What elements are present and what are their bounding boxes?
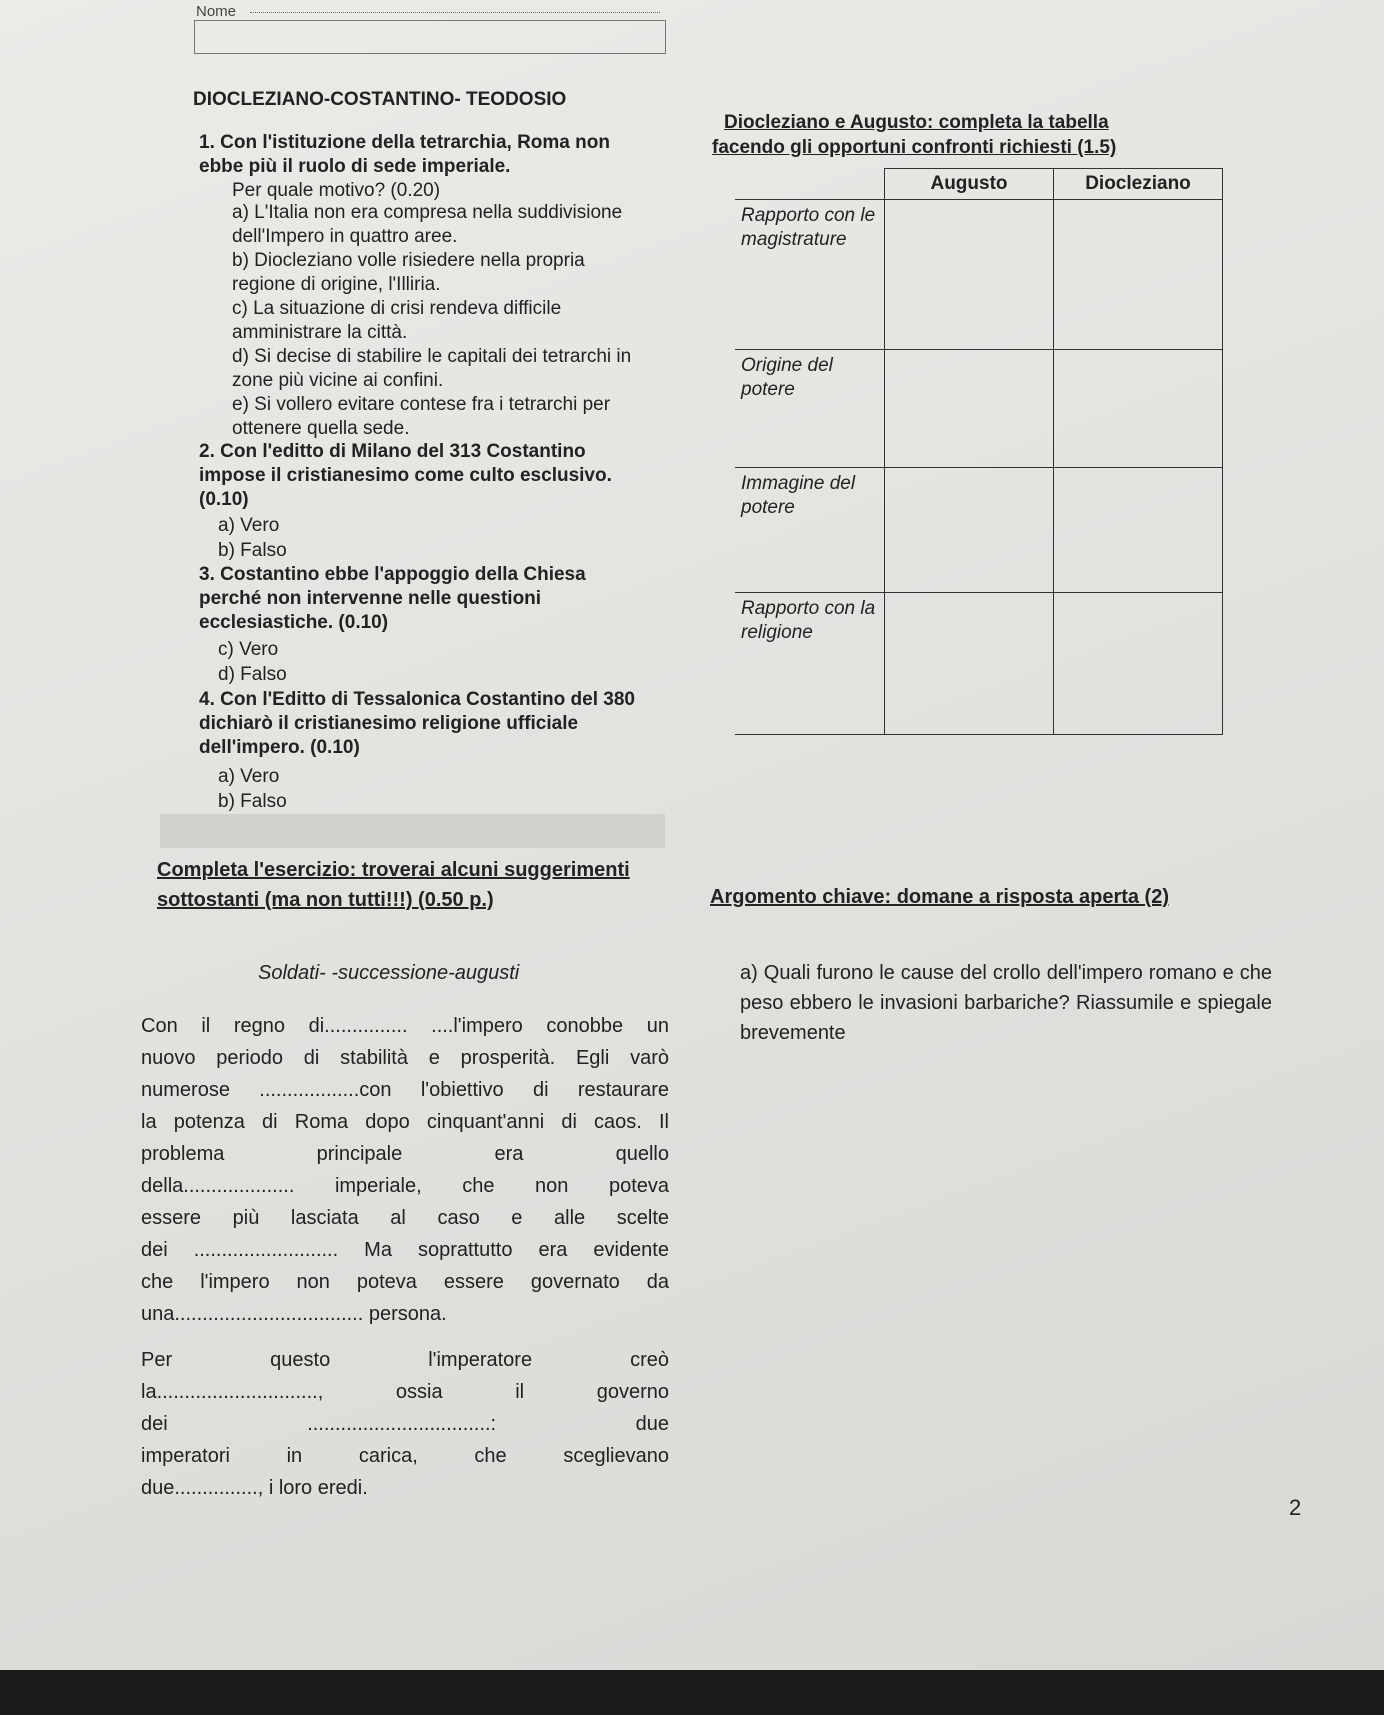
name-box[interactable] bbox=[194, 20, 666, 54]
cell-diocleziano-religione[interactable] bbox=[1054, 593, 1223, 735]
col-diocleziano: Diocleziano bbox=[1054, 169, 1223, 200]
cell-augusto-immagine[interactable] bbox=[885, 468, 1054, 593]
question-3: 3. Costantino ebbe l'appoggio della Chiesa perché non intervenne nelle questioni ecclesiastiche. (0.10) bbox=[199, 564, 586, 633]
exercise-line[interactable]: numerose ..................con l'obiettivo di restaurare bbox=[141, 1079, 669, 1101]
exercise-line: che l'impero non poteva essere governato da bbox=[141, 1271, 669, 1293]
exercise-line[interactable]: dei .......................... Ma soprattutto era evidente bbox=[141, 1239, 669, 1261]
question-2: 2. Con l'editto di Milano del 313 Costantino impose il cristianesimo come culto esclusivo. (0.10) bbox=[199, 441, 612, 510]
exercise-line: la potenza di Roma dopo cinquant'anni di caos. Il bbox=[141, 1111, 669, 1133]
q1-option-c[interactable]: c) La situazione di crisi rendeva difficile amministrare la città. bbox=[232, 298, 562, 343]
cell-augusto-origine[interactable] bbox=[885, 350, 1054, 468]
q1-option-a[interactable]: a) L'Italia non era compresa nella suddivisione dell'Impero in quattro aree. bbox=[232, 202, 623, 247]
cell-augusto-magistrature[interactable] bbox=[885, 200, 1054, 350]
open-question-a: a) Quali furono le cause del crollo dell'impero romano e che peso ebbero le invasioni barbariche? Riassumile e spiegale brevemente bbox=[740, 962, 1272, 1044]
exercise-hints: Soldati- -successione-augusti bbox=[258, 962, 520, 984]
exercise-title: Completa l'esercizio: troverai alcuni suggerimenti sottostanti (ma non tutti!!!) (0.50 p.) bbox=[157, 859, 630, 911]
cell-augusto-religione[interactable] bbox=[885, 593, 1054, 735]
page-title: DIOCLEZIANO-COSTANTINO- TEODOSIO bbox=[193, 89, 567, 110]
row-label-religione: Rapporto con la religione bbox=[735, 593, 885, 735]
q1-option-e[interactable]: e) Si vollero evitare contese fra i tetrarchi per ottenere quella sede. bbox=[232, 394, 611, 439]
row-label-origine: Origine del potere bbox=[735, 350, 885, 468]
row-label-magistrature: Rapporto con le magistrature bbox=[735, 200, 885, 350]
col-augusto: Augusto bbox=[885, 169, 1054, 200]
cell-diocleziano-origine[interactable] bbox=[1054, 350, 1223, 468]
q4-option-a[interactable]: a) Vero bbox=[218, 766, 280, 787]
row-label-immagine: Immagine del potere bbox=[735, 468, 885, 593]
name-label: Nome bbox=[196, 3, 237, 20]
q4-option-b[interactable]: b) Falso bbox=[218, 791, 287, 812]
exercise-line[interactable]: dei .................................: due bbox=[141, 1413, 669, 1435]
key-topic-title: Argomento chiave: domane a risposta aperta (2) bbox=[710, 886, 1170, 908]
exercise-line: Per questo l'imperatore creò bbox=[141, 1349, 669, 1371]
name-line bbox=[250, 12, 660, 13]
q1-option-d[interactable]: d) Si decise di stabilire le capitali dei tetrarchi in zone più vicine ai confini. bbox=[232, 346, 632, 391]
q1-option-b[interactable]: b) Diocleziano volle risiedere nella propria regione di origine, l'Illiria. bbox=[232, 250, 585, 295]
exercise-line[interactable]: una.................................. persona. bbox=[141, 1303, 447, 1325]
cell-diocleziano-immagine[interactable] bbox=[1054, 468, 1223, 593]
question-1: 1. Con l'istituzione della tetrarchia, Roma non ebbe più il ruolo di sede imperiale. bbox=[199, 132, 610, 177]
exercise-line: imperatori in carica, che sceglievano bbox=[141, 1445, 669, 1467]
exercise-line: nuovo periodo di stabilità e prosperità. Egli varò bbox=[141, 1047, 669, 1069]
exercise-line[interactable]: due..............., i loro eredi. bbox=[141, 1477, 368, 1499]
question-4: 4. Con l'Editto di Tessalonica Costantino del 380 dichiarò il cristianesimo religione ufficiale dell'impero. (0.10) bbox=[199, 689, 635, 758]
q3-option-c[interactable]: c) Vero bbox=[218, 639, 279, 660]
cell-diocleziano-magistrature[interactable] bbox=[1054, 200, 1223, 350]
exercise-line[interactable]: la............................., ossia il governo bbox=[141, 1381, 669, 1403]
exercise-line[interactable]: della.................... imperiale, che non poteva bbox=[141, 1175, 669, 1197]
comparison-table bbox=[735, 168, 1223, 735]
exercise-line[interactable]: Con il regno di............... ....l'impero conobbe un bbox=[141, 1015, 669, 1037]
q2-option-b[interactable]: b) Falso bbox=[218, 540, 287, 561]
exercise-text bbox=[141, 1010, 669, 1504]
q2-option-a[interactable]: a) Vero bbox=[218, 515, 280, 536]
table-title-line1: Diocleziano e Augusto: completa la tabella bbox=[724, 112, 1109, 133]
q3-option-d[interactable]: d) Falso bbox=[218, 664, 287, 685]
table-title-line2: facendo gli opportuni confronti richiesti (1.5) bbox=[712, 137, 1117, 158]
page-number: 2 bbox=[1289, 1495, 1302, 1520]
gray-divider-band bbox=[160, 814, 665, 848]
exercise-line: essere più lasciata al caso e alle scelte bbox=[141, 1207, 669, 1229]
question-1-prompt: Per quale motivo? (0.20) bbox=[232, 180, 441, 201]
exercise-line: problema principale era quello bbox=[141, 1143, 669, 1165]
